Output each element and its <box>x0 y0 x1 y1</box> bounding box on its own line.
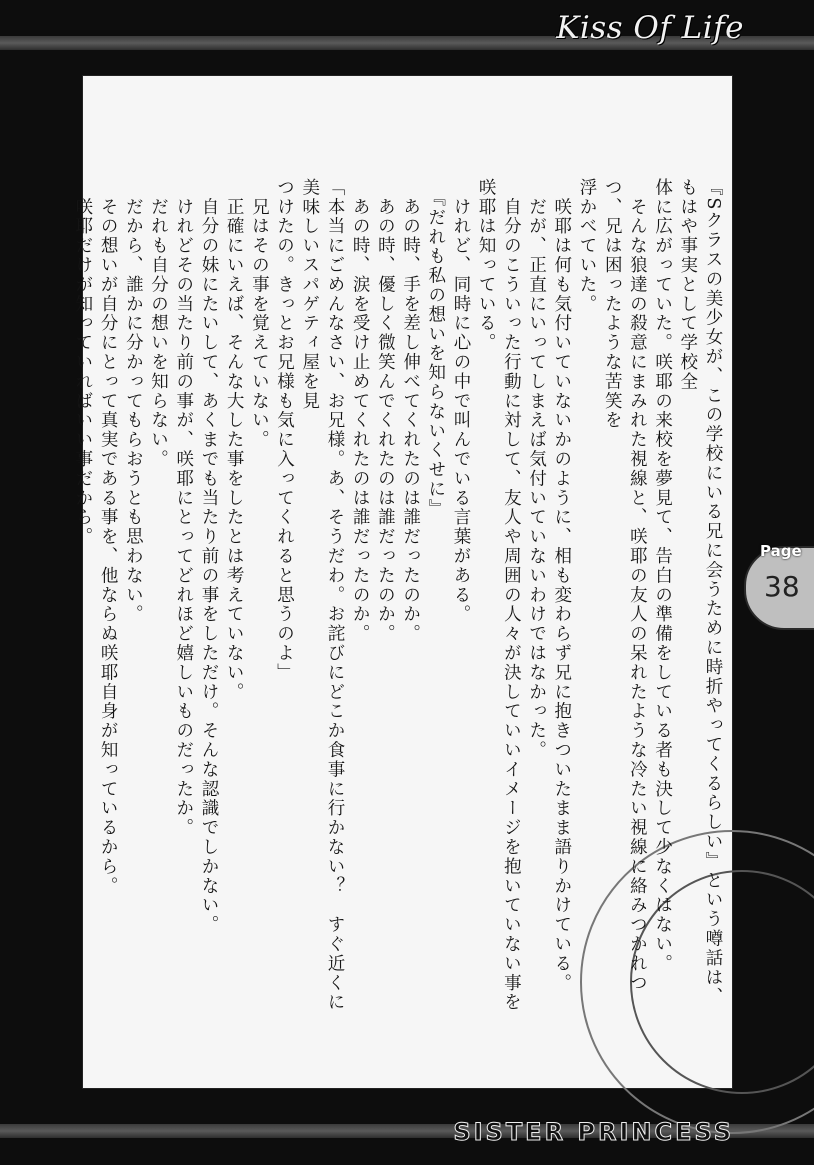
body-line: あの時、手を差し伸べてくれたのは誰だったのか。 <box>400 178 421 644</box>
body-line: 咲耶は何も気付いていないかのように、相も変わらず兄に抱きついたまま語りかけている。 <box>551 178 572 993</box>
body-line: 「本当にごめんなさい、お兄様。あ、そうだわ。お詫びにどこか食事に行かない？ すぐ近くに美味しいスパゲティ屋を見 <box>299 178 345 1013</box>
body-line: 兄はその事を覚えていない。 <box>249 178 270 450</box>
page-label: Page <box>760 542 802 560</box>
page-number: 38 <box>764 570 800 603</box>
footer-logo: SISTER PRINCESS <box>453 1118 734 1146</box>
body-line: 浮かべていた。 <box>576 178 597 314</box>
body-line: けれどその当たり前の事が、咲耶にとってどれほど嬉しいものだったか。 <box>173 178 194 838</box>
body-line: 自分の妹にたいして、あくまでも当たり前の事をしただけ。そんな認識でしかない。 <box>198 178 219 935</box>
body-line: 自分のこういった行動に対して、友人や周囲の人々が決していいイメージを抱いていない事を咲耶は知っている。 <box>476 178 522 1013</box>
body-line: そんな狼達の殺意にまみれた視線と、咲耶の友人の呆れたような冷たい視線に絡みつかれつつ、兄は困ったような苦笑を <box>602 178 648 993</box>
body-line: だが、正直にいってしまえば気付いていないわけではなかった。 <box>526 178 547 760</box>
body-line: 『Sクラスの美少女が、この学校にいる兄に会うために時折やってくるらしい』という噂話は、もはや事実として学校全 <box>677 178 723 1007</box>
body-line: 体に広がっていた。咲耶の来校を夢見て、告白の準備をしている者も決して少なくはない。 <box>652 178 673 974</box>
body-line: あの時、優しく微笑んでくれたのは誰だったのか。 <box>375 178 396 644</box>
body-line: 『だれも私の想いを知らないくせに』 <box>425 178 446 519</box>
body-line: だれも自分の想いを知らない。 <box>148 178 169 469</box>
body-line: けれど、同時に心の中で叫んでいる言葉がある。 <box>450 178 471 625</box>
body-line: つけたの。きっとお兄様も気に入ってくれると思うのよ」 <box>274 178 295 683</box>
body-line: だから、誰かに分かってもらおうとも思わない。 <box>123 178 144 625</box>
body-line: 正確にいえば、そんな大した事をしたとは考えていない。 <box>224 178 245 702</box>
body-text <box>72 178 725 1018</box>
header-title: Kiss Of Life <box>556 10 744 46</box>
page-tab <box>744 542 814 630</box>
body-line: その想いが自分にとって真実である事を、他ならぬ咲耶自身が知っているから。 <box>98 178 119 896</box>
body-line: あの時、涙を受け止めてくれたのは誰だったのか。 <box>350 178 371 644</box>
body-line: 咲耶だけが知っていればいい事だから。 <box>72 178 93 547</box>
